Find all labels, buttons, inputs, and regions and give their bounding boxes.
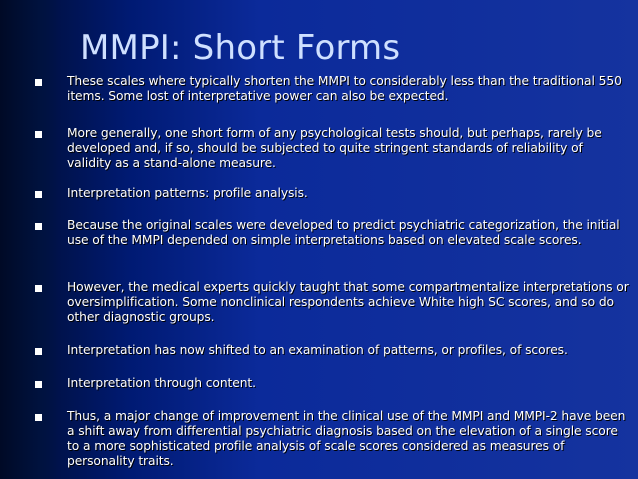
square-bullet-icon	[35, 414, 42, 421]
bullet-text-1: These scales where typically shorten the MMPI to considerably less than the traditional 550 items. Some lost of interpretative power can also be expected.	[67, 74, 622, 103]
square-bullet-icon	[35, 348, 42, 355]
bullet-item-2	[30, 126, 630, 171]
square-bullet-icon	[35, 381, 42, 388]
bullet-text-4: Because the original scales were developed to predict psychiatric categorization, the initial use of the MMPI depended on simple interpretations based on elevated scale scores.	[67, 218, 620, 247]
bullet-item-3	[30, 186, 630, 201]
bullet-item-1	[30, 74, 630, 104]
square-bullet-icon	[35, 131, 42, 138]
bullet-text-2: More generally, one short form of any psychological tests should, but perhaps, rarely be developed and, if so, should be subjected to quite stringent standards of reliability of validity as a stand-alone measure.	[67, 126, 602, 170]
square-bullet-icon	[35, 285, 42, 292]
bullet-item-5	[30, 280, 630, 325]
bullet-text-7: Interpretation through content.	[67, 376, 256, 390]
square-bullet-icon	[35, 79, 42, 86]
bullet-item-7	[30, 376, 630, 391]
bullet-item-6	[30, 343, 630, 358]
bullet-text-8: Thus, a major change of improvement in the clinical use of the MMPI and MMPI-2 have been a shift away from differential psychiatric diagnosis based on the elevation of a single score to a more sophisticated profile analysis of scale scores considered as measures of personality traits.	[67, 409, 626, 468]
slide-title: MMPI: Short Forms	[80, 28, 401, 68]
bullet-item-8	[30, 409, 630, 469]
bullet-text-3: Interpretation patterns: profile analysis.	[67, 186, 308, 200]
bullet-item-4	[30, 218, 630, 248]
square-bullet-icon	[35, 191, 42, 198]
bullet-text-5: However, the medical experts quickly taught that some compartmentalize interpretations or oversimplification. Some nonclinical respondents achieve White high SC scores, and so do other diagnostic groups.	[67, 280, 629, 324]
square-bullet-icon	[35, 223, 42, 230]
bullet-text-6: Interpretation has now shifted to an examination of patterns, or profiles, of scores.	[67, 343, 568, 357]
